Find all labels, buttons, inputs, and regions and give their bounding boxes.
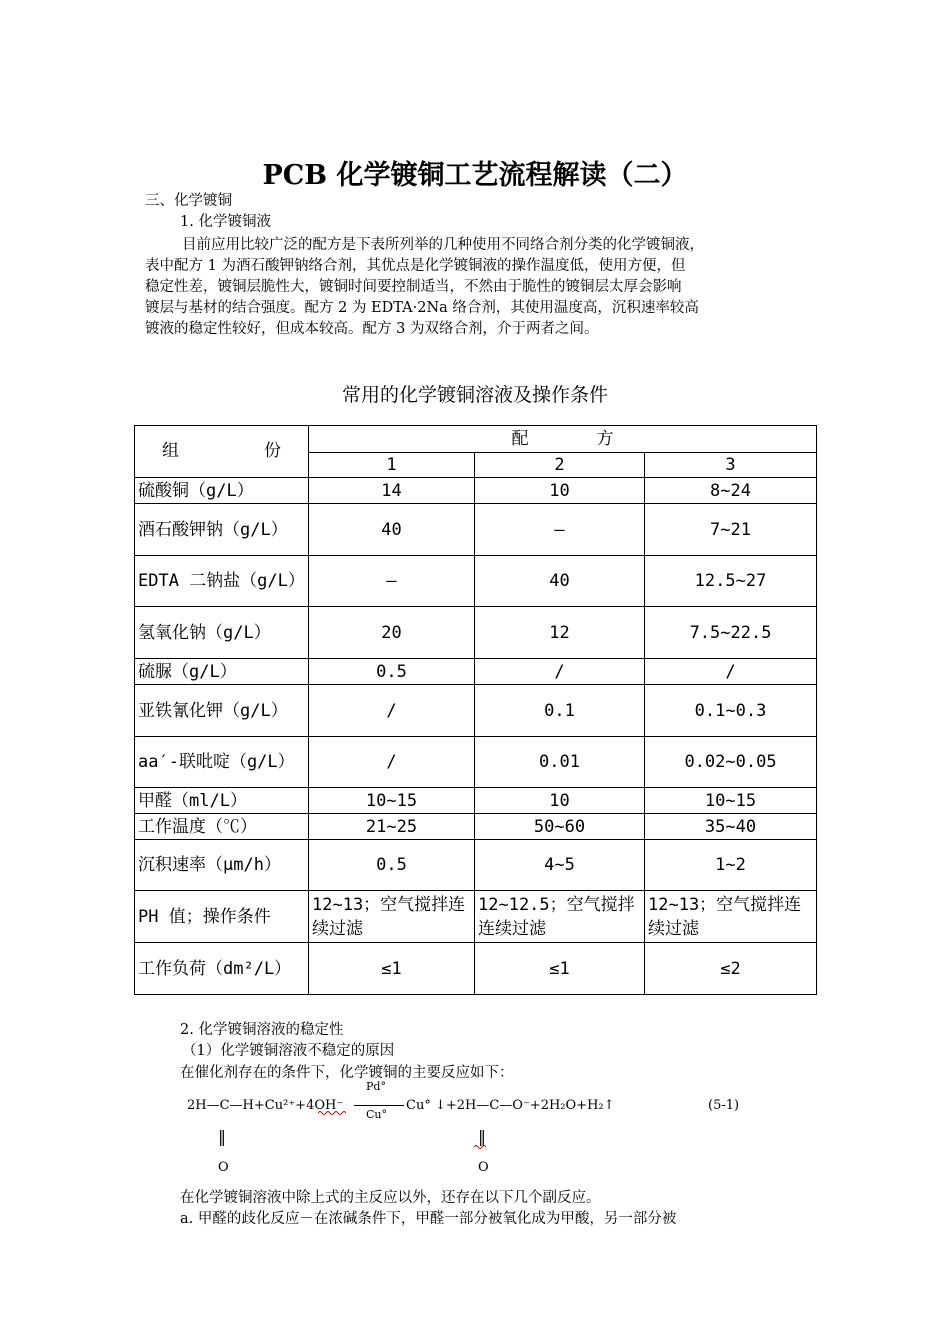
side-reaction-intro: 在化学镀铜溶液中除上式的主反应以外，还存在以下几个副反应。 <box>180 1190 601 1206</box>
row-name: 工作温度（℃） <box>135 814 309 840</box>
equation-right: Cu° ↓+2H—C—O⁻+2H₂O+H₂↑ <box>406 1098 615 1113</box>
table-row <box>135 607 817 659</box>
formula-col-header: 1 <box>309 453 475 478</box>
equation-number: (5-1) <box>708 1098 740 1113</box>
catalyst-above: Pd° <box>366 1080 386 1093</box>
table-row <box>135 504 817 556</box>
reaction-arrow <box>354 1105 404 1106</box>
row-name: 硫脲（g/L） <box>135 659 309 685</box>
table-row <box>135 737 817 788</box>
cell: 40 <box>309 504 475 556</box>
cell: 1~2 <box>645 840 817 891</box>
cell: 20 <box>309 607 475 659</box>
cell: / <box>309 737 475 788</box>
cell: 0.01 <box>475 737 645 788</box>
intro-line: 目前应用比较广泛的配方是下表所列举的几种使用不同络合剂分类的化学镀铜液， <box>182 237 704 253</box>
cell: 14 <box>309 478 475 504</box>
oxygen-1: O <box>218 1160 229 1175</box>
cell: 0.02~0.05 <box>645 737 817 788</box>
catalyst-below: Cu° <box>366 1108 388 1121</box>
row-name: 氢氧化钠（g/L） <box>135 607 309 659</box>
table-row <box>135 814 817 840</box>
table-row <box>135 659 817 685</box>
table-caption: 常用的化学镀铜溶液及操作条件 <box>341 384 608 406</box>
cell: ≤1 <box>309 943 475 995</box>
row-name: 工作负荷（dm²/L） <box>135 943 309 995</box>
formula-col-header: 3 <box>645 453 817 478</box>
cell: 10~15 <box>309 788 475 814</box>
row-name: 酒石酸钾钠（g/L） <box>135 504 309 556</box>
cell: / <box>645 659 817 685</box>
double-bond-2: ‖ <box>478 1127 486 1146</box>
equation-left: 2H—C—H+Cu²⁺+4OH⁻ <box>187 1098 344 1113</box>
cell: 40 <box>475 556 645 607</box>
cell: / <box>475 659 645 685</box>
row-name: EDTA 二钠盐（g/L） <box>135 556 309 607</box>
section-heading: 三、化学镀铜 <box>145 193 232 209</box>
formula-table <box>134 425 817 995</box>
cell: — <box>475 504 645 556</box>
cell: 0.1 <box>475 685 645 737</box>
formula-col-header: 2 <box>475 453 645 478</box>
cell: ≤1 <box>475 943 645 995</box>
intro-line: 镀层与基材的结合强度。配方 2 为 EDTA·2Na 络合剂，其使用温度高，沉积速率较高 <box>145 300 699 316</box>
table-row <box>135 685 817 737</box>
sub-subsection-heading: （1）化学镀铜溶液不稳定的原因 <box>182 1043 395 1059</box>
side-reaction-a: a. 甲醛的歧化反应－在浓碱条件下，甲醛一部分被氧化成为甲酸，另一部分被 <box>180 1211 677 1227</box>
cell: 21~25 <box>309 814 475 840</box>
cell: 12 <box>475 607 645 659</box>
row-name: 沉积速率（μm/h） <box>135 840 309 891</box>
oxygen-2: O <box>478 1160 489 1175</box>
cell: 10 <box>475 478 645 504</box>
table-row <box>135 943 817 995</box>
row-name: PH 值；操作条件 <box>135 891 309 943</box>
cell: 8~24 <box>645 478 817 504</box>
component-header: 组 份 <box>135 426 309 478</box>
table-row <box>135 891 817 943</box>
row-name: 硫酸铜（g/L） <box>135 478 309 504</box>
subsection-heading: 1. 化学镀铜液 <box>180 214 271 230</box>
table-row <box>135 840 817 891</box>
cell: 0.5 <box>309 840 475 891</box>
table-row <box>135 478 817 504</box>
spellcheck-squiggle <box>474 1144 488 1150</box>
subsection-heading: 2. 化学镀铜溶液的稳定性 <box>180 1022 344 1038</box>
cell: ≤2 <box>645 943 817 995</box>
cell: 12~12.5；空气搅拌连续过滤 <box>475 891 645 943</box>
cell: 12.5~27 <box>645 556 817 607</box>
formula-header: 配 方 <box>309 426 817 453</box>
cell: 7.5~22.5 <box>645 607 817 659</box>
cell: 10 <box>475 788 645 814</box>
intro-line: 表中配方 1 为酒石酸钾钠络合剂，其优点是化学镀铜液的操作温度低，使用方便，但 <box>145 258 686 274</box>
intro-line: 稳定性差，镀铜层脆性大，镀铜时间要控制适当，不然由于脆性的镀铜层太厚会影响 <box>145 279 682 295</box>
row-name: 亚铁氰化钾（g/L） <box>135 685 309 737</box>
table-row <box>135 556 817 607</box>
cell: 7~21 <box>645 504 817 556</box>
cell: 10~15 <box>645 788 817 814</box>
double-bond-1: ‖ <box>218 1127 226 1146</box>
cell: 12~13；空气搅拌连续过滤 <box>309 891 475 943</box>
cell: 0.5 <box>309 659 475 685</box>
row-name: 甲醛（ml/L） <box>135 788 309 814</box>
cell: 50~60 <box>475 814 645 840</box>
cell: — <box>309 556 475 607</box>
table-row <box>135 788 817 814</box>
cell: 4~5 <box>475 840 645 891</box>
spellcheck-squiggle <box>318 1110 346 1116</box>
cell: 35~40 <box>645 814 817 840</box>
intro-line: 镀液的稳定性较好，但成本较高。配方 3 为双络合剂，介于两者之间。 <box>145 321 599 337</box>
cell: 12~13；空气搅拌连续过滤 <box>645 891 817 943</box>
cell: 0.1~0.3 <box>645 685 817 737</box>
row-name: aa′-联吡啶（g/L） <box>135 737 309 788</box>
cell: / <box>309 685 475 737</box>
page-title: PCB 化学镀铜工艺流程解读（二） <box>262 160 688 191</box>
reaction-intro: 在催化剂存在的条件下，化学镀铜的主要反应如下： <box>180 1065 514 1081</box>
